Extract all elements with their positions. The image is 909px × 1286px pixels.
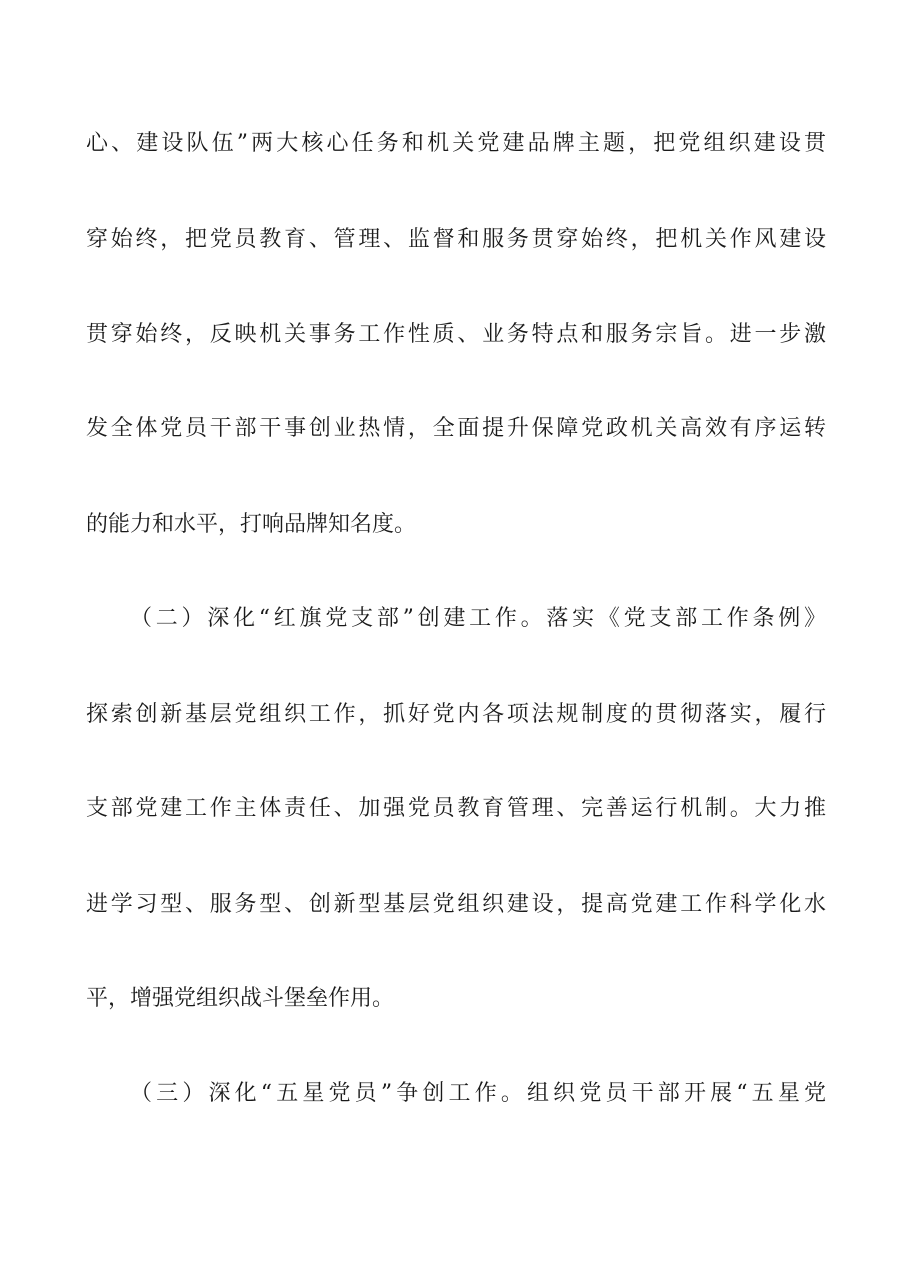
paragraph-line: 探索创新基层党组织工作，抓好党内各项法规制度的贯彻落实，履行 xyxy=(86,702,826,727)
section-heading-line: （三）深化“五星党员”争创工作。组织党员干部开展“五星党 xyxy=(130,1081,826,1106)
paragraph-line: 发全体党员干部干事创业热情，全面提升保障党政机关高效有序运转 xyxy=(86,416,826,441)
paragraph-line: 贯穿始终，反映机关事务工作性质、业务特点和服务宗旨。进一步激 xyxy=(86,322,826,347)
paragraph-line: 支部党建工作主体责任、加强党员教育管理、完善运行机制。大力推 xyxy=(86,796,826,821)
paragraph-line: 穿始终，把党员教育、管理、监督和服务贯穿始终，把机关作风建设 xyxy=(86,227,826,252)
paragraph-line: 的能力和水平，打响品牌知名度。 xyxy=(86,512,417,537)
paragraph-line: 平，增强党组织战斗堡垒作用。 xyxy=(86,986,395,1011)
section-heading-line: （二）深化“红旗党支部”创建工作。落实《党支部工作条例》 xyxy=(130,606,826,631)
paragraph-line: 进学习型、服务型、创新型基层党组织建设，提高党建工作科学化水 xyxy=(86,892,826,917)
paragraph-line: 心、建设队伍”两大核心任务和机关党建品牌主题，把党组织建设贯 xyxy=(86,131,826,156)
